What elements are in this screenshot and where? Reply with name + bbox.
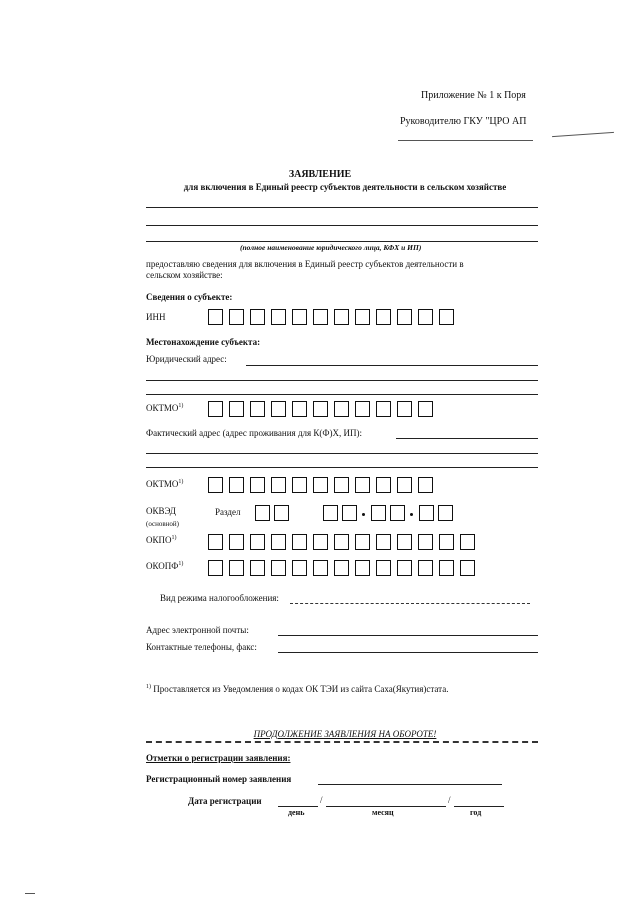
okopf-digit-box[interactable] <box>292 560 307 576</box>
oktmo-digit-box[interactable] <box>250 477 265 493</box>
tax-regime-label: Вид режима налогообложения: <box>160 593 279 603</box>
tax-regime-field[interactable] <box>290 603 530 604</box>
oktmo-label-2: ОКТМО$^{1)}$ <box>146 479 184 489</box>
okved-section-box[interactable] <box>274 505 289 521</box>
actual-address-label: Фактический адрес (адрес проживания для К(Ф)Х, ИП): <box>146 428 363 438</box>
footnote: $^{1)}$ Проставляется из Уведомления о кодах ОК ТЭИ из сайта Саха(Якутия)стата. <box>146 684 449 694</box>
oktmo-boxes-1[interactable] <box>208 401 433 417</box>
okpo-digit-box[interactable] <box>439 534 454 550</box>
inn-digit-box[interactable] <box>334 309 349 325</box>
inn-label: ИНН <box>146 312 166 322</box>
oktmo-digit-box[interactable] <box>334 477 349 493</box>
okpo-digit-box[interactable] <box>292 534 307 550</box>
okved-code-box[interactable] <box>419 505 434 521</box>
date-slash-2: / <box>448 795 451 805</box>
phones-label: Контактные телефоны, факс: <box>146 642 257 652</box>
oktmo-digit-box[interactable] <box>397 401 412 417</box>
oktmo-digit-box[interactable] <box>376 477 391 493</box>
inn-boxes[interactable] <box>208 309 454 325</box>
okopf-digit-box[interactable] <box>439 560 454 576</box>
date-month-field[interactable] <box>326 806 446 807</box>
oktmo-digit-box[interactable] <box>376 401 391 417</box>
okopf-digit-box[interactable] <box>229 560 244 576</box>
day-caption: день <box>288 808 305 817</box>
inn-digit-box[interactable] <box>229 309 244 325</box>
oktmo-digit-box[interactable] <box>418 401 433 417</box>
oktmo-digit-box[interactable] <box>334 401 349 417</box>
actual-address-line-3[interactable] <box>146 467 538 468</box>
inn-digit-box[interactable] <box>208 309 223 325</box>
inn-digit-box[interactable] <box>418 309 433 325</box>
okopf-digit-box[interactable] <box>271 560 286 576</box>
document-subtitle: для включения в Единый реестр субъектов деятельности в сельском хозяйстве <box>183 182 507 192</box>
continuation-note: ПРОДОЛЖЕНИЕ ЗАЯВЛЕНИЯ НА ОБОРОТЕ! <box>253 729 437 739</box>
okpo-digit-box[interactable] <box>397 534 412 550</box>
okved-boxes[interactable] <box>255 505 453 521</box>
okpo-boxes[interactable] <box>208 534 475 550</box>
oktmo-digit-box[interactable] <box>313 477 328 493</box>
oktmo-digit-box[interactable] <box>397 477 412 493</box>
okopf-digit-box[interactable] <box>418 560 433 576</box>
year-caption: год <box>470 808 482 817</box>
okpo-digit-box[interactable] <box>250 534 265 550</box>
okved-code-box[interactable] <box>371 505 386 521</box>
okopf-digit-box[interactable] <box>397 560 412 576</box>
box-spacer <box>293 505 319 521</box>
oktmo-digit-box[interactable] <box>292 477 307 493</box>
okopf-digit-box[interactable] <box>376 560 391 576</box>
registration-date-label: Дата регистрации <box>188 796 262 806</box>
addressee-line <box>398 140 533 141</box>
section-label: Раздел <box>215 507 241 517</box>
registration-heading: Отметки о регистрации заявления: <box>146 753 291 763</box>
subject-heading: Сведения о субъекте: <box>146 292 233 302</box>
actual-address-field[interactable] <box>396 438 538 439</box>
okopf-label: ОКОПФ$^{1)}$ <box>146 561 184 571</box>
applicant-line-3 <box>146 241 538 242</box>
okved-code-box[interactable] <box>390 505 405 521</box>
oktmo-boxes-2[interactable] <box>208 477 433 493</box>
okopf-digit-box[interactable] <box>334 560 349 576</box>
okpo-label: ОКПО$^{1)}$ <box>146 535 177 545</box>
actual-address-line-2[interactable] <box>146 453 538 454</box>
separator-dot <box>409 505 415 521</box>
date-year-field[interactable] <box>454 806 504 807</box>
scan-mark-line <box>552 132 614 137</box>
intro-line-2: сельском хозяйстве: <box>146 270 223 280</box>
legal-address-line-2[interactable] <box>146 380 538 381</box>
applicant-line-2 <box>146 225 538 226</box>
intro-line-1: предоставляю сведения для включения в Единый реестр субъектов деятельности в <box>146 259 464 269</box>
okpo-digit-box[interactable] <box>418 534 433 550</box>
document-title: ЗАЯВЛЕНИЕ <box>288 169 352 180</box>
okpo-digit-box[interactable] <box>460 534 475 550</box>
okpo-digit-box[interactable] <box>376 534 391 550</box>
location-heading: Местонахождение субъекта: <box>146 337 261 347</box>
registration-number-field[interactable] <box>318 784 502 785</box>
oktmo-digit-box[interactable] <box>208 477 223 493</box>
okpo-digit-box[interactable] <box>208 534 223 550</box>
applicant-line-1 <box>146 207 538 208</box>
inn-digit-box[interactable] <box>313 309 328 325</box>
registration-number-label: Регистрационный номер заявления <box>146 774 292 784</box>
oktmo-digit-box[interactable] <box>229 401 244 417</box>
oktmo-digit-box[interactable] <box>229 477 244 493</box>
okopf-digit-box[interactable] <box>460 560 475 576</box>
okopf-digit-box[interactable] <box>250 560 265 576</box>
oktmo-digit-box[interactable] <box>355 477 370 493</box>
inn-digit-box[interactable] <box>292 309 307 325</box>
okved-section-box[interactable] <box>255 505 270 521</box>
inn-digit-box[interactable] <box>397 309 412 325</box>
inn-digit-box[interactable] <box>355 309 370 325</box>
okpo-digit-box[interactable] <box>229 534 244 550</box>
okved-label: ОКВЭД <box>146 506 176 516</box>
okved-code-box[interactable] <box>323 505 338 521</box>
okved-code-box[interactable] <box>438 505 453 521</box>
oktmo-digit-box[interactable] <box>208 401 223 417</box>
oktmo-digit-box[interactable] <box>250 401 265 417</box>
inn-digit-box[interactable] <box>271 309 286 325</box>
inn-digit-box[interactable] <box>250 309 265 325</box>
okopf-digit-box[interactable] <box>355 560 370 576</box>
oktmo-label-1: ОКТМО$^{1)}$ <box>146 403 184 413</box>
oktmo-digit-box[interactable] <box>271 401 286 417</box>
okpo-digit-box[interactable] <box>313 534 328 550</box>
legal-address-line-3[interactable] <box>146 394 538 395</box>
addressee: Руководителю ГКУ "ЦРО АП <box>400 116 527 127</box>
applicant-caption: (полное наименование юридического лица, КФХ и ИП) <box>240 243 422 252</box>
legal-address-label: Юридический адрес: <box>146 354 227 364</box>
inn-digit-box[interactable] <box>376 309 391 325</box>
okpo-digit-box[interactable] <box>334 534 349 550</box>
email-field[interactable] <box>278 635 538 636</box>
phones-field[interactable] <box>278 652 538 653</box>
okpo-digit-box[interactable] <box>355 534 370 550</box>
email-label: Адрес электронной почты: <box>146 625 249 635</box>
oktmo-digit-box[interactable] <box>271 477 286 493</box>
legal-address-field[interactable] <box>246 365 538 366</box>
oktmo-digit-box[interactable] <box>292 401 307 417</box>
okved-code-box[interactable] <box>342 505 357 521</box>
okopf-digit-box[interactable] <box>313 560 328 576</box>
okopf-boxes[interactable] <box>208 560 475 576</box>
date-slash-1: / <box>320 795 323 805</box>
oktmo-digit-box[interactable] <box>313 401 328 417</box>
continuation-dashed-line <box>146 741 538 743</box>
scan-artifact <box>25 893 35 894</box>
inn-digit-box[interactable] <box>439 309 454 325</box>
okved-sub-label: (основной) <box>146 520 179 528</box>
month-caption: месяц <box>372 808 394 817</box>
separator-dot <box>361 505 367 521</box>
okpo-digit-box[interactable] <box>271 534 286 550</box>
date-day-field[interactable] <box>278 806 318 807</box>
oktmo-digit-box[interactable] <box>418 477 433 493</box>
appendix-note: Приложение № 1 к Поря <box>421 90 526 101</box>
okopf-digit-box[interactable] <box>208 560 223 576</box>
oktmo-digit-box[interactable] <box>355 401 370 417</box>
